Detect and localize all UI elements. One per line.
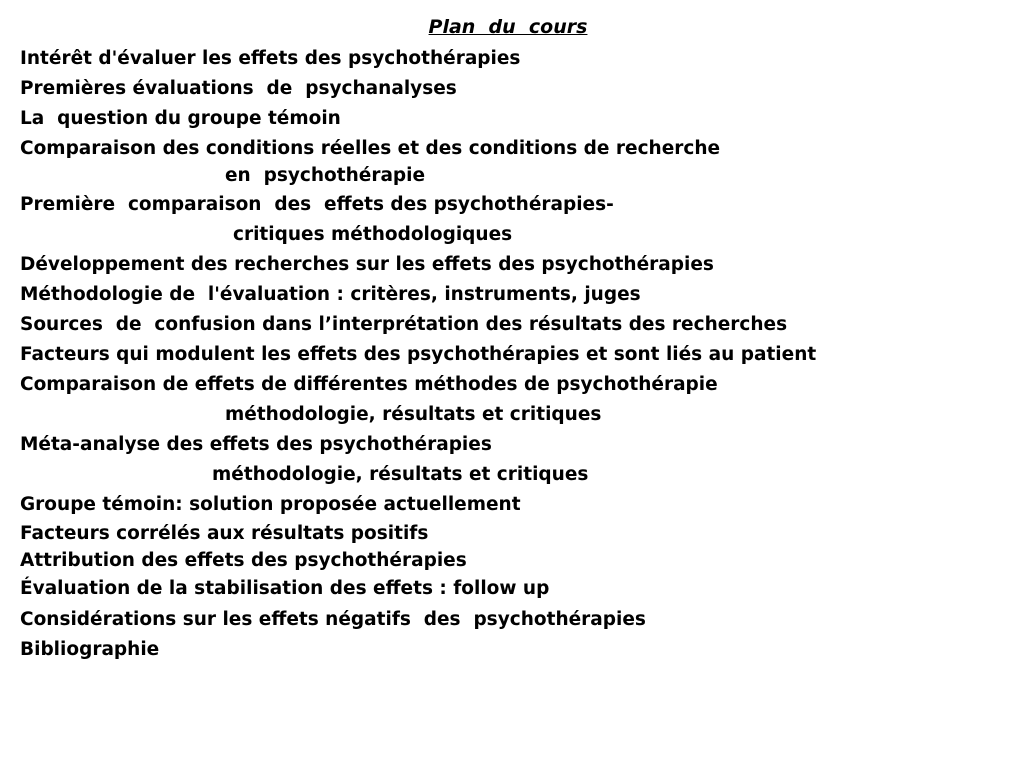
plan-item: Comparaison des conditions réelles et des conditions de recherche (20, 138, 721, 159)
plan-item: Intérêt d'évaluer les effets des psychothérapies (20, 48, 521, 69)
plan-subitem: critiques méthodologiques (233, 224, 513, 245)
plan-subitem: en psychothérapie (225, 165, 426, 186)
plan-item: Groupe témoin: solution proposée actuellement (20, 494, 521, 515)
plan-item: La question du groupe témoin (20, 108, 341, 129)
plan-item: Facteurs qui modulent les effets des psychothérapies et sont liés au patient (20, 344, 817, 365)
plan-item: Sources de confusion dans l’interprétation des résultats des recherches (20, 314, 788, 335)
plan-item: Développement des recherches sur les effets des psychothérapies (20, 254, 714, 275)
plan-item: Premières évaluations de psychanalyses (20, 78, 457, 99)
plan-item: Facteurs corrélés aux résultats positifs (20, 523, 429, 544)
page-title: Plan du cours (428, 16, 588, 38)
plan-item: Première comparaison des effets des psychothérapies- (20, 194, 614, 215)
plan-item: Méta-analyse des effets des psychothérapies (20, 434, 492, 455)
plan-item: Méthodologie de l'évaluation : critères, instruments, juges (20, 284, 641, 305)
plan-item: Évaluation de la stabilisation des effets : follow up (20, 578, 550, 599)
plan-item: Considérations sur les effets négatifs des psychothérapies (20, 609, 646, 630)
plan-subitem: méthodologie, résultats et critiques (225, 404, 602, 425)
plan-item: Bibliographie (20, 639, 160, 660)
plan-item: Attribution des effets des psychothérapies (20, 550, 467, 571)
plan-subitem: méthodologie, résultats et critiques (212, 464, 589, 485)
plan-item: Comparaison de effets de différentes méthodes de psychothérapie (20, 374, 718, 395)
